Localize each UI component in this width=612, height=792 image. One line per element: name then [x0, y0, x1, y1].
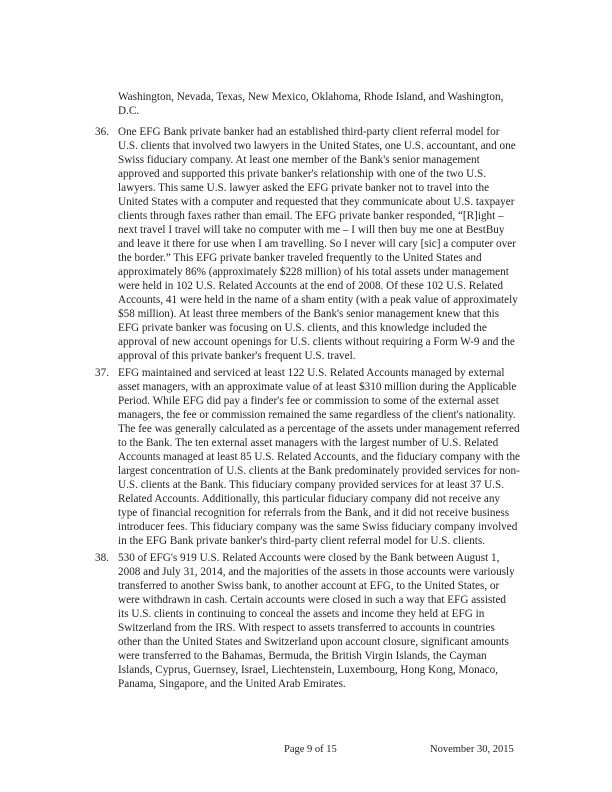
text-line: and leave it there for use when I am travelling. So I never will cary [sic] a computer over [118, 238, 516, 250]
text-line: U.S. clients that involved two lawyers in the United States, one U.S. accountant, and one [118, 140, 516, 152]
text-line: U.S. clients at the Bank. This fiduciary company provided services for at least 37 U.S. [118, 479, 504, 491]
text-line: Accounts managed at least 85 U.S. Related Accounts, and the fiduciary company with the [118, 451, 521, 463]
text-line: were withdrawn in cash. Certain accounts were closed in such a way that EFG assisted [118, 594, 507, 606]
text-line: transferred to another Swiss bank, to another account at EFG, to the United States, or [118, 580, 500, 592]
paragraph-number: 38. [95, 552, 109, 564]
text-line: $58 million). At least three members of the Bank's senior management knew that this [118, 308, 500, 320]
text-line: approved and supported this private banker's relationship with one of the two U.S. [118, 168, 487, 180]
text-line: Switzerland from the IRS. With respect to assets transferred to accounts in countries [118, 622, 495, 634]
text-line: managers, the fee or commission remained the same regardless of the client's nationality. [118, 409, 516, 421]
text-line: Accounts, 41 were held in the name of a sham entity (with a peak value of approximately [118, 294, 518, 306]
text-line: were held in 102 U.S. Related Accounts at the end of 2008. Of these 102 U.S. Related [118, 280, 503, 292]
text-line: lawyers. This same U.S. lawyer asked the EFG private banker not to travel into the [118, 182, 490, 194]
text-line: approximately 86% (approximately $228 million) of his total assets under management [118, 266, 509, 278]
text-line: The fee was generally calculated as a percentage of the assets under management referred [118, 423, 520, 435]
text-line: approval of new account openings for U.S. clients without requiring a Form W-9 and the [118, 336, 515, 348]
text-line: Islands, Cyprus, Guernsey, Israel, Liechtenstein, Luxembourg, Hong Kong, Monaco, [118, 664, 498, 676]
text-line: Swiss fiduciary company. At least one member of the Bank's senior management [118, 154, 480, 166]
text-line: type of financial recognition for referrals from the Bank, and it did not receive business [118, 507, 510, 519]
text-line: introducer fees. This fiduciary company was the same Swiss fiduciary company involved [118, 521, 518, 533]
text-line: in the EFG Bank private banker's third-party client referral model for U.S. clients. [118, 535, 486, 547]
page-number: Page 9 of 15 [284, 744, 337, 755]
text-line: Related Accounts. Additionally, this particular fiduciary company did not receive any [118, 493, 501, 505]
text-line: Period. While EFG did pay a finder's fee or commission to some of the external asset [118, 395, 499, 407]
text-line: EFG maintained and serviced at least 122 U.S. Related Accounts managed by external [118, 367, 505, 379]
text-line: next travel I travel will take no computer with me – I will then buy me one at BestBuy [118, 224, 505, 236]
text-line: Panama, Singapore, and the United Arab Emirates. [118, 678, 346, 690]
paragraph-number: 37. [95, 367, 109, 379]
text-line: D.C. [118, 105, 140, 117]
text-line: 530 of EFG's 919 U.S. Related Accounts were closed by the Bank between August 1, [118, 552, 500, 564]
text-line: approval of this private banker's frequent U.S. travel. [118, 350, 356, 362]
text-line: Washington, Nevada, Texas, New Mexico, Oklahoma, Rhode Island, and Washington, [118, 91, 504, 103]
text-line: were transferred to the Bahamas, Bermuda, the British Virgin Islands, the Cayman [118, 650, 487, 662]
text-line: to the Bank. The ten external asset managers with the largest number of U.S. Related [118, 437, 499, 449]
text-line: asset managers, with an approximate value of at least $310 million during the Applicable [118, 381, 517, 393]
text-line: the border.” This EFG private banker traveled frequently to the United States and [118, 252, 482, 264]
text-line: 2008 and July 31, 2014, and the majorities of the assets in those accounts were variously [118, 566, 515, 578]
text-line: other than the United States and Switzerland upon account closure, significant amounts [118, 636, 509, 648]
text-line: United States with a computer and requested that they communicate about U.S. taxpayer [118, 196, 515, 208]
text-line: its U.S. clients in continuing to conceal the assets and income they held at EFG in [118, 608, 485, 620]
text-line: largest concentration of U.S. clients at the Bank predominately provided services for non- [118, 465, 520, 477]
text-line: One EFG Bank private banker had an established third-party client referral model for [118, 126, 500, 138]
document-date: November 30, 2015 [430, 744, 514, 755]
text-line: clients through faxes rather than email. The EFG private banker responded, “[R]ight – [118, 210, 504, 222]
text-line: EFG private banker was focusing on U.S. clients, and this knowledge included the [118, 322, 487, 334]
paragraph-number: 36. [95, 126, 109, 138]
